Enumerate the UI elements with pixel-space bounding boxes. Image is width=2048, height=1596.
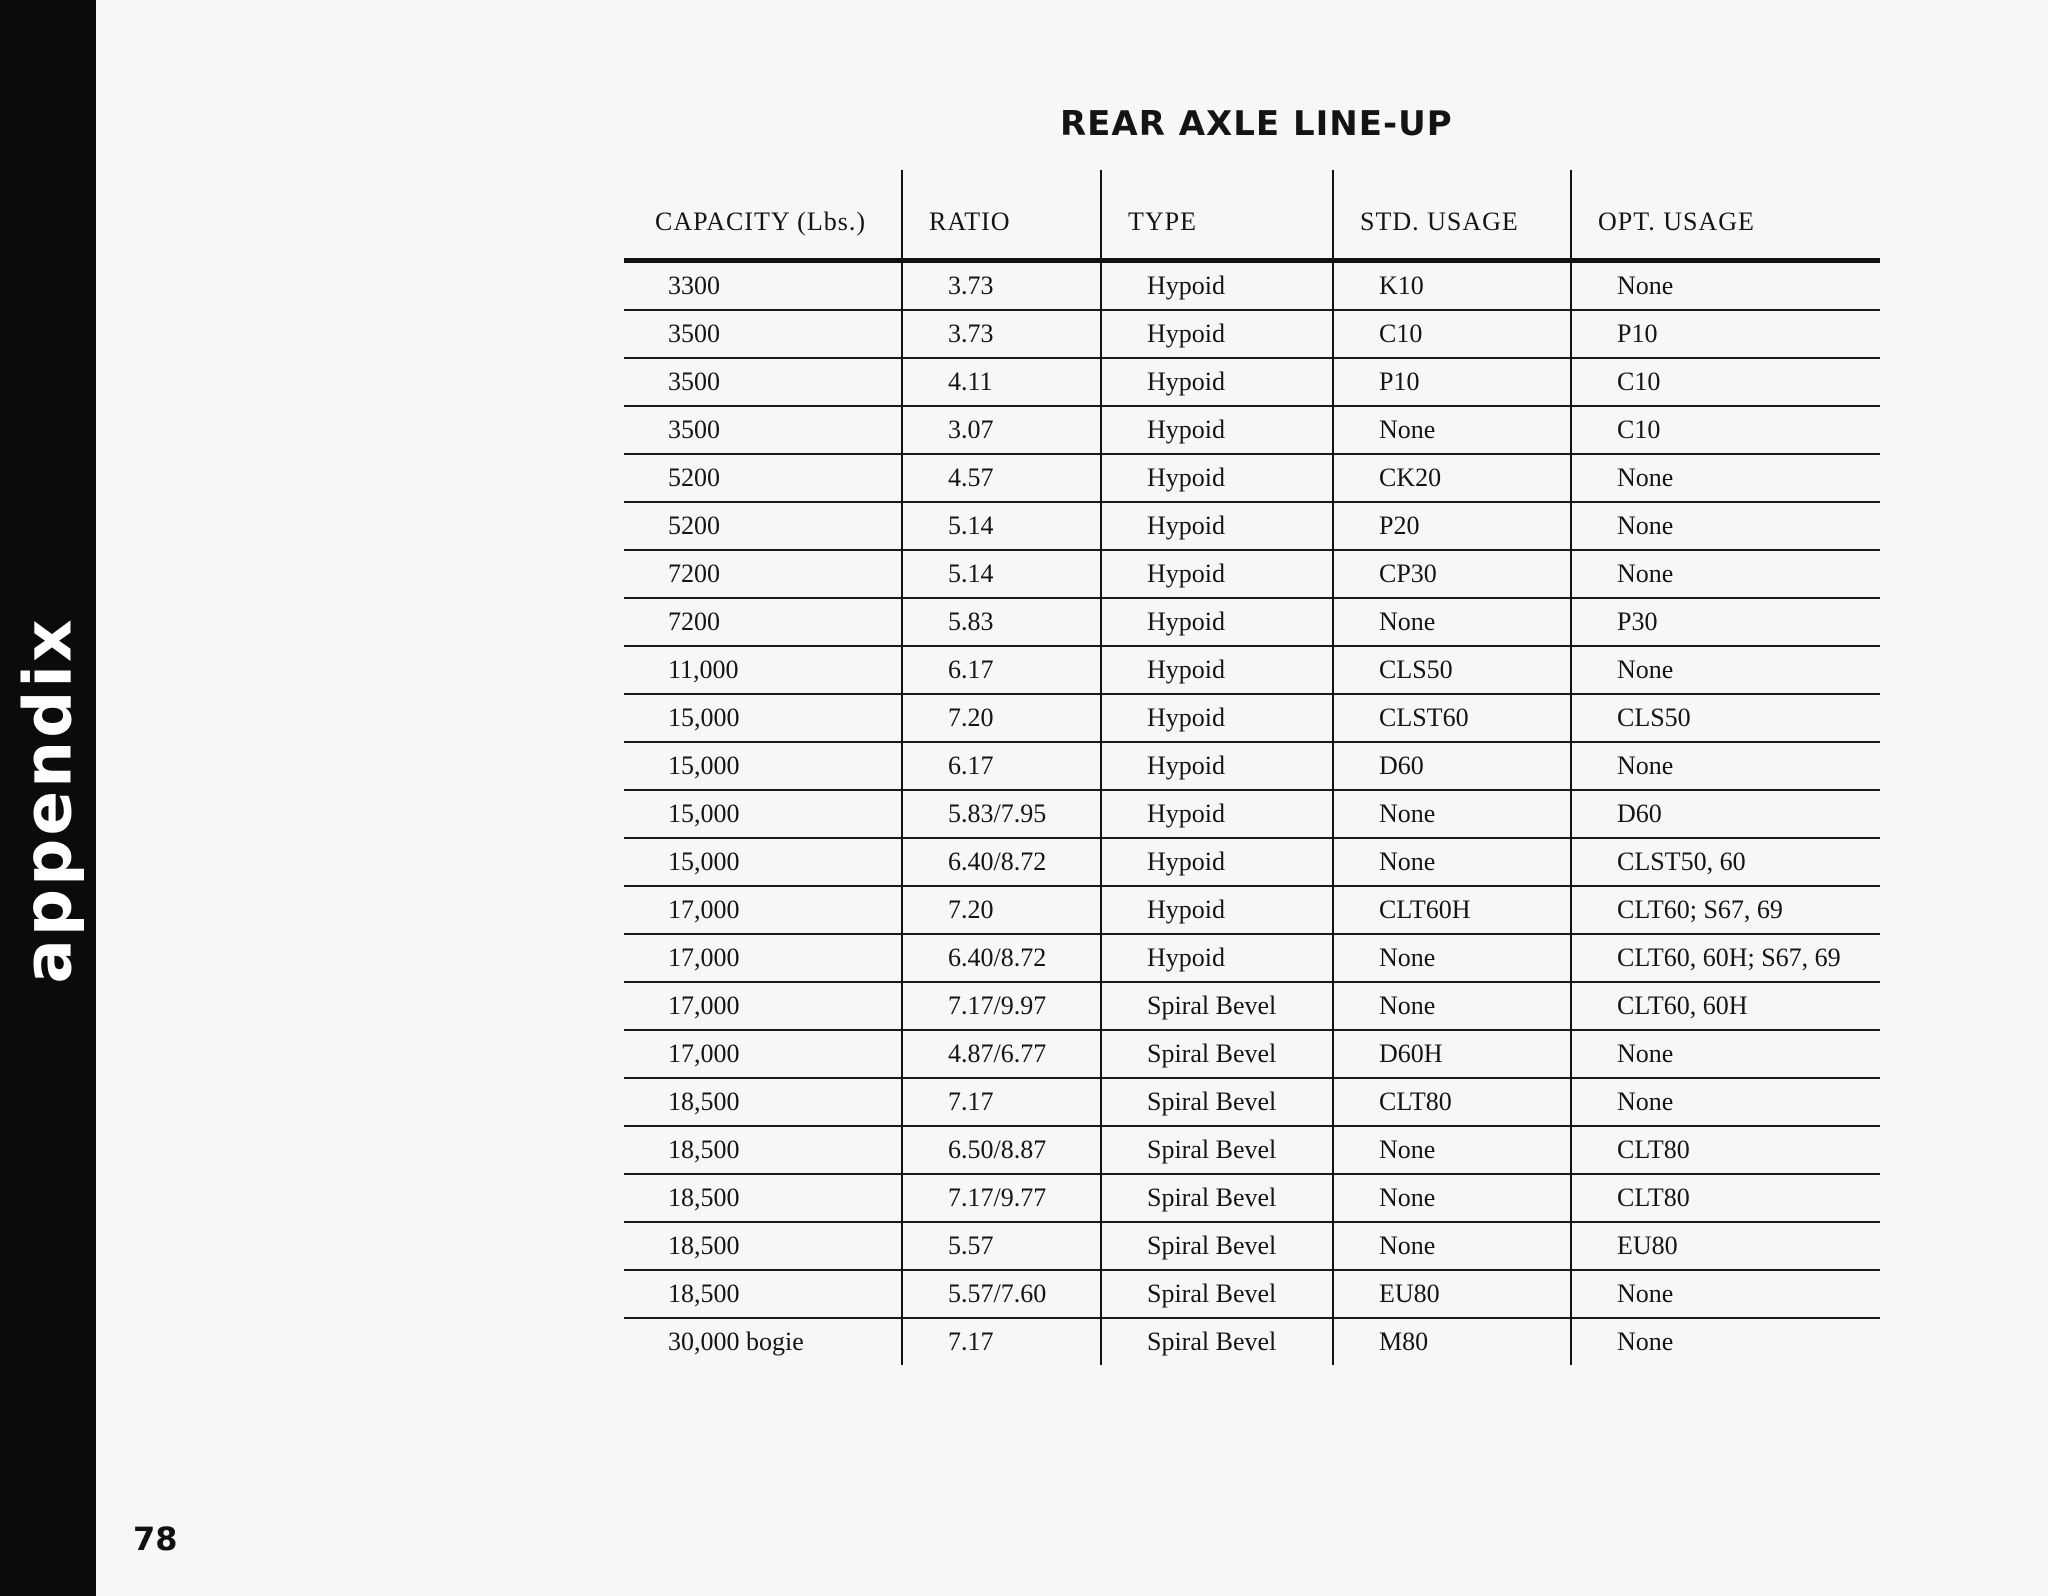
std-usage-cell: None <box>1333 406 1571 454</box>
type-cell: Hypoid <box>1101 694 1333 742</box>
ratio-cell: 6.50/8.87 <box>902 1126 1101 1174</box>
opt-usage-cell: P10 <box>1571 310 1880 358</box>
opt-usage-cell: CLT60, 60H; S67, 69 <box>1571 934 1880 982</box>
capacity-cell: 7200 <box>624 550 902 598</box>
type-cell: Hypoid <box>1101 358 1333 406</box>
type-cell: Hypoid <box>1101 406 1333 454</box>
capacity-cell: 17,000 <box>624 934 902 982</box>
capacity-cell: 3500 <box>624 406 902 454</box>
table-row <box>624 502 1880 550</box>
table-row <box>624 550 1880 598</box>
page-number: 78 <box>133 1520 178 1558</box>
std-usage-cell: P10 <box>1333 358 1571 406</box>
std-usage-cell: CLT80 <box>1333 1078 1571 1126</box>
capacity-cell: 15,000 <box>624 790 902 838</box>
type-cell: Hypoid <box>1101 261 1333 311</box>
opt-usage-cell: C10 <box>1571 406 1880 454</box>
opt-usage-cell: P30 <box>1571 598 1880 646</box>
table-row <box>624 1318 1880 1365</box>
opt-usage-cell: None <box>1571 502 1880 550</box>
table-row <box>624 598 1880 646</box>
type-cell: Hypoid <box>1101 646 1333 694</box>
table-row <box>624 1126 1880 1174</box>
type-cell: Spiral Bevel <box>1101 1270 1333 1318</box>
capacity-cell: 3500 <box>624 358 902 406</box>
table-row <box>624 454 1880 502</box>
opt-usage-cell: CLT80 <box>1571 1174 1880 1222</box>
capacity-cell: 18,500 <box>624 1270 902 1318</box>
std-usage-cell: None <box>1333 598 1571 646</box>
std-usage-cell: CK20 <box>1333 454 1571 502</box>
ratio-cell: 7.17 <box>902 1078 1101 1126</box>
type-cell: Hypoid <box>1101 790 1333 838</box>
opt-usage-cell: None <box>1571 1270 1880 1318</box>
std-usage-cell: C10 <box>1333 310 1571 358</box>
capacity-cell: 17,000 <box>624 1030 902 1078</box>
type-cell: Hypoid <box>1101 742 1333 790</box>
ratio-cell: 7.17/9.97 <box>902 982 1101 1030</box>
opt-usage-cell: None <box>1571 454 1880 502</box>
std-usage-cell: CLS50 <box>1333 646 1571 694</box>
ratio-cell: 3.07 <box>902 406 1101 454</box>
type-cell: Spiral Bevel <box>1101 1222 1333 1270</box>
capacity-cell: 18,500 <box>624 1222 902 1270</box>
table-row <box>624 1078 1880 1126</box>
header-ratio: RATIO <box>902 170 1101 261</box>
type-cell: Hypoid <box>1101 550 1333 598</box>
std-usage-cell: None <box>1333 982 1571 1030</box>
std-usage-cell: CLT60H <box>1333 886 1571 934</box>
ratio-cell: 3.73 <box>902 261 1101 311</box>
header-std-usage: STD. USAGE <box>1333 170 1571 261</box>
ratio-cell: 6.40/8.72 <box>902 838 1101 886</box>
capacity-cell: 17,000 <box>624 886 902 934</box>
ratio-cell: 7.20 <box>902 694 1101 742</box>
page-title: REAR AXLE LINE-UP <box>1060 104 1453 144</box>
std-usage-cell: None <box>1333 790 1571 838</box>
std-usage-cell: D60H <box>1333 1030 1571 1078</box>
type-cell: Hypoid <box>1101 886 1333 934</box>
ratio-cell: 7.17/9.77 <box>902 1174 1101 1222</box>
capacity-cell: 18,500 <box>624 1078 902 1126</box>
capacity-cell: 15,000 <box>624 838 902 886</box>
type-cell: Hypoid <box>1101 454 1333 502</box>
opt-usage-cell: None <box>1571 1030 1880 1078</box>
opt-usage-cell: C10 <box>1571 358 1880 406</box>
opt-usage-cell: None <box>1571 1318 1880 1365</box>
ratio-cell: 4.11 <box>902 358 1101 406</box>
opt-usage-cell: CLT60, 60H <box>1571 982 1880 1030</box>
table-row <box>624 790 1880 838</box>
opt-usage-cell: EU80 <box>1571 1222 1880 1270</box>
opt-usage-cell: None <box>1571 742 1880 790</box>
table-header-row <box>624 170 1880 261</box>
std-usage-cell: CP30 <box>1333 550 1571 598</box>
ratio-cell: 6.17 <box>902 646 1101 694</box>
std-usage-cell: None <box>1333 1222 1571 1270</box>
ratio-cell: 5.14 <box>902 550 1101 598</box>
type-cell: Spiral Bevel <box>1101 1318 1333 1365</box>
capacity-cell: 17,000 <box>624 982 902 1030</box>
table-row <box>624 742 1880 790</box>
std-usage-cell: K10 <box>1333 261 1571 311</box>
ratio-cell: 5.57 <box>902 1222 1101 1270</box>
ratio-cell: 7.17 <box>902 1318 1101 1365</box>
std-usage-cell: None <box>1333 1126 1571 1174</box>
std-usage-cell: None <box>1333 1174 1571 1222</box>
table-row <box>624 646 1880 694</box>
capacity-cell: 7200 <box>624 598 902 646</box>
type-cell: Hypoid <box>1101 934 1333 982</box>
type-cell: Hypoid <box>1101 502 1333 550</box>
table-row <box>624 982 1880 1030</box>
ratio-cell: 7.20 <box>902 886 1101 934</box>
std-usage-cell: None <box>1333 838 1571 886</box>
capacity-cell: 30,000 bogie <box>624 1318 902 1365</box>
ratio-cell: 5.83/7.95 <box>902 790 1101 838</box>
std-usage-cell: None <box>1333 934 1571 982</box>
header-type: TYPE <box>1101 170 1333 261</box>
capacity-cell: 3500 <box>624 310 902 358</box>
opt-usage-cell: None <box>1571 646 1880 694</box>
type-cell: Hypoid <box>1101 310 1333 358</box>
table-row <box>624 1030 1880 1078</box>
ratio-cell: 4.57 <box>902 454 1101 502</box>
std-usage-cell: CLST60 <box>1333 694 1571 742</box>
std-usage-cell: D60 <box>1333 742 1571 790</box>
type-cell: Spiral Bevel <box>1101 1030 1333 1078</box>
appendix-side-tab <box>0 0 96 1596</box>
type-cell: Spiral Bevel <box>1101 982 1333 1030</box>
appendix-label: appendix <box>9 616 87 984</box>
table-row <box>624 1270 1880 1318</box>
table-row <box>624 1222 1880 1270</box>
ratio-cell: 6.17 <box>902 742 1101 790</box>
table-row <box>624 694 1880 742</box>
opt-usage-cell: None <box>1571 1078 1880 1126</box>
capacity-cell: 11,000 <box>624 646 902 694</box>
table-row <box>624 934 1880 982</box>
opt-usage-cell: None <box>1571 550 1880 598</box>
capacity-cell: 18,500 <box>624 1126 902 1174</box>
capacity-cell: 18,500 <box>624 1174 902 1222</box>
type-cell: Spiral Bevel <box>1101 1126 1333 1174</box>
capacity-cell: 5200 <box>624 454 902 502</box>
opt-usage-cell: None <box>1571 261 1880 311</box>
ratio-cell: 3.73 <box>902 310 1101 358</box>
type-cell: Spiral Bevel <box>1101 1174 1333 1222</box>
ratio-cell: 5.14 <box>902 502 1101 550</box>
ratio-cell: 5.57/7.60 <box>902 1270 1101 1318</box>
capacity-cell: 15,000 <box>624 742 902 790</box>
opt-usage-cell: CLS50 <box>1571 694 1880 742</box>
rear-axle-table <box>624 170 1880 1365</box>
opt-usage-cell: CLT60; S67, 69 <box>1571 886 1880 934</box>
table-row <box>624 310 1880 358</box>
table-row <box>624 261 1880 311</box>
header-opt-usage: OPT. USAGE <box>1571 170 1880 261</box>
capacity-cell: 15,000 <box>624 694 902 742</box>
header-capacity: CAPACITY (Lbs.) <box>624 170 902 261</box>
table-row <box>624 406 1880 454</box>
type-cell: Hypoid <box>1101 598 1333 646</box>
opt-usage-cell: D60 <box>1571 790 1880 838</box>
std-usage-cell: EU80 <box>1333 1270 1571 1318</box>
ratio-cell: 6.40/8.72 <box>902 934 1101 982</box>
table-row <box>624 358 1880 406</box>
opt-usage-cell: CLT80 <box>1571 1126 1880 1174</box>
type-cell: Hypoid <box>1101 838 1333 886</box>
opt-usage-cell: CLST50, 60 <box>1571 838 1880 886</box>
ratio-cell: 4.87/6.77 <box>902 1030 1101 1078</box>
type-cell: Spiral Bevel <box>1101 1078 1333 1126</box>
table-row <box>624 886 1880 934</box>
capacity-cell: 3300 <box>668 271 720 300</box>
capacity-cell: 5200 <box>624 502 902 550</box>
std-usage-cell: M80 <box>1333 1318 1571 1365</box>
ratio-cell: 5.83 <box>902 598 1101 646</box>
table-row <box>624 1174 1880 1222</box>
std-usage-cell: P20 <box>1333 502 1571 550</box>
table-row <box>624 838 1880 886</box>
